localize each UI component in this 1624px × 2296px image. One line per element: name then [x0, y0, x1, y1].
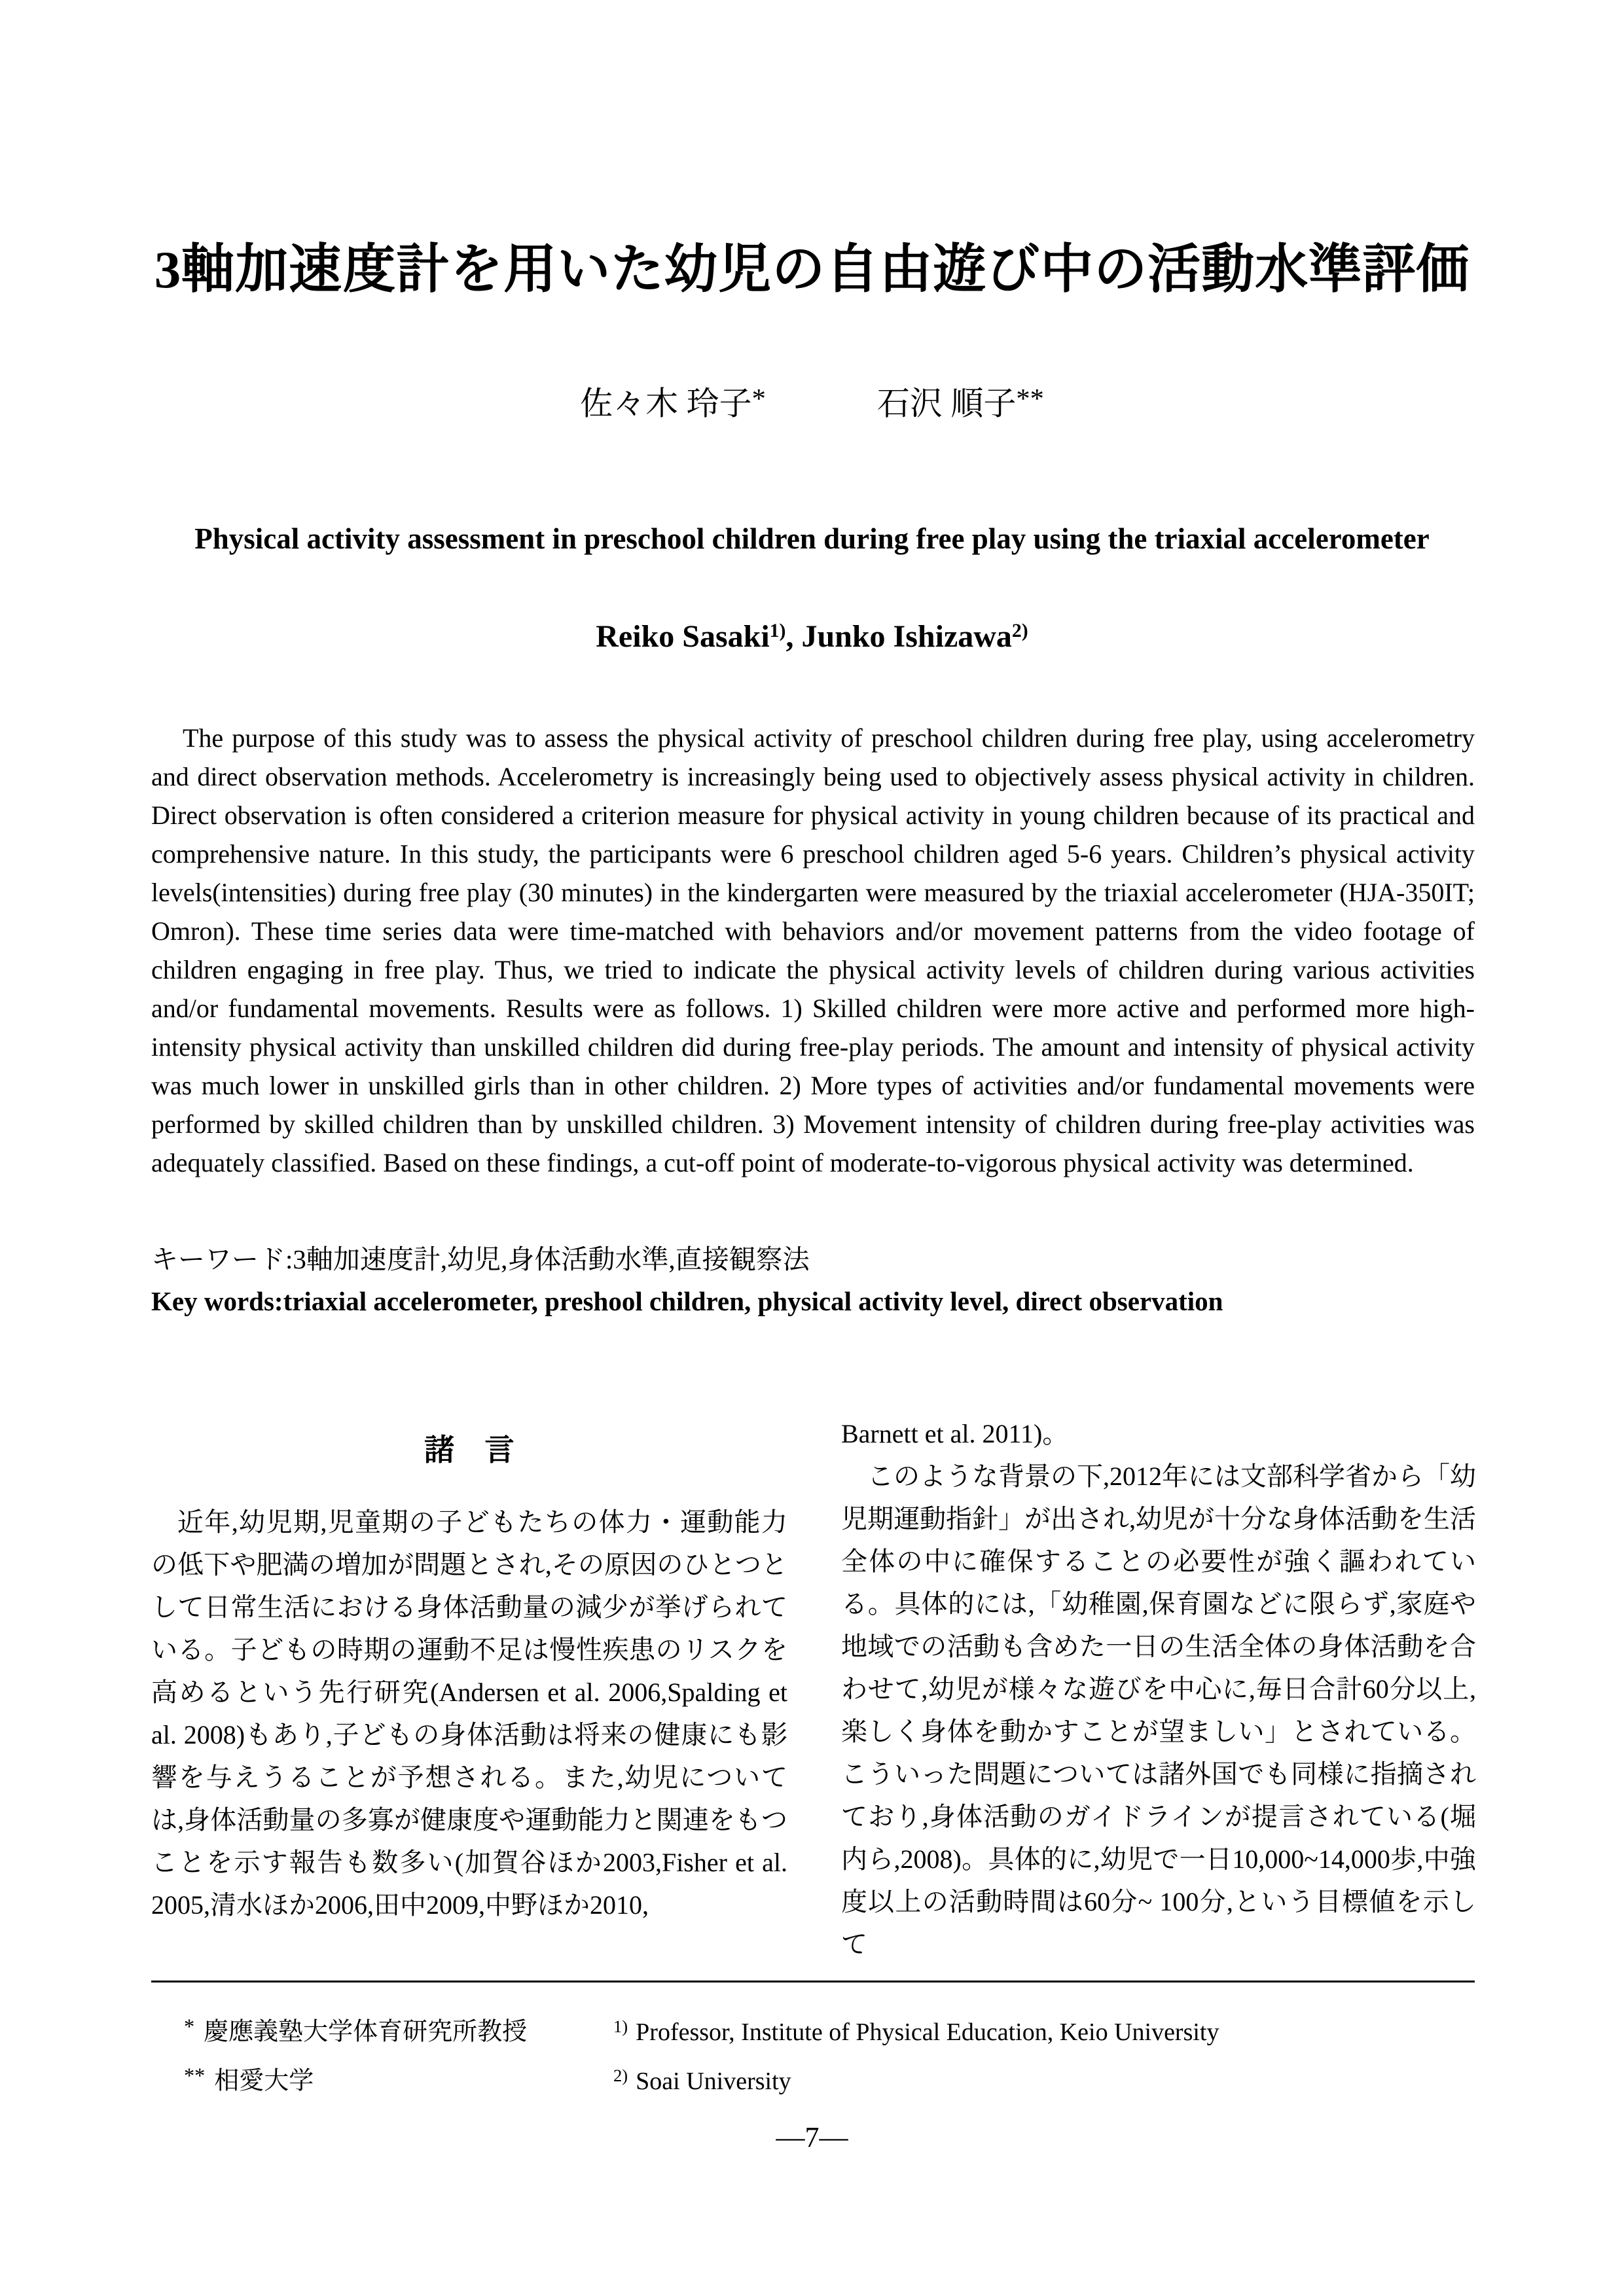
author-japanese-2 — [877, 382, 1044, 423]
footnote-affiliation-jp-1 — [184, 2005, 613, 2054]
paper-title-japanese: 3軸加速度計を用いた幼児の自由遊び中の活動水準評価 — [154, 240, 1470, 299]
author-affiliation-mark: * — [751, 384, 766, 414]
body-right-column — [841, 1412, 1476, 1965]
author-separator: , — [785, 619, 802, 654]
authors-english — [0, 618, 1624, 656]
author-name: 佐々木 玲子 — [580, 385, 752, 422]
author-name: Junko Ishizawa — [801, 619, 1012, 654]
right-column-paragraph: このような背景の下,2012年には文部科学省から「幼児期運動指針」が出され,幼児が十分な身体活動を生活全体の中に確保することの必要性が強く謳われている。具体的には,「幼稚園,保育園などに限らず,家庭や地域での活動も含めた一日の生活全体の身体活動を合わせて,幼児が様々な遊びを中心に,毎日合計60分以上,楽しく身体を動かすことが望ましい」とされている。こういった問題については諸外国でも同様に指摘されており,身体活動のガイドラインが提言されている(堀内ら,2008)。具体的に,幼児で一日10,000~14,000歩,中強度以上の活動時間は60分~ 100分,という目標値を示して — [841, 1462, 1476, 1959]
abstract-paragraph: The purpose of this study was to assess the physical activity of preschool children during free play, using accelerometry and direct observation methods. Accelerometry is increasingly being used to objectively assess physical activity in children. Direct observation is often considered a criterion measure for physical activity in young children because of its practical and comprehensive nature. In this study, the participants were 6 preschool children aged 5-6 years. Children’s physical activity levels(intensities) during free play (30 minutes) in the kindergarten were measured by the triaxial accelerometer (HJA-350IT; Omron). These time series data were time-matched with behaviors and/or movement patterns from the video footage of children engaging in free play. Thus, we tried to indicate the physical activity levels of children during various activities and/or fundamental movements. Results were as follows. 1) Skilled children were more active and performed more high-intensity physical activity than unskilled children did during free-play periods. The amount and intensity of physical activity was much lower in unskilled girls than in other children. 2) More types of activities and/or fundamental movements were performed by skilled children than by unskilled children. 3) Movement intensity of children during free-play activities was adequately classified. Based on these findings, a cut-off point of moderate-to-vigorous physical activity was determined. — [151, 723, 1475, 1177]
keywords-english-label: Key words: — [151, 1286, 283, 1316]
footnote-affiliation-en-1 — [613, 2005, 1475, 2054]
footnote-mark: ** — [184, 2063, 206, 2087]
footnote-divider — [151, 1981, 1475, 1982]
footnote-mark: 1) — [613, 2017, 628, 2036]
footnote-text: 相愛大学 — [214, 2067, 314, 2095]
footnote-mark: 2) — [613, 2065, 628, 2085]
footnote-affiliation-en-2 — [613, 2054, 1475, 2103]
author-affiliation-mark: 2) — [1011, 620, 1028, 642]
author-english-2 — [801, 619, 1028, 654]
author-affiliation-mark: 1) — [769, 620, 786, 642]
footnote-text: Professor, Institute of Physical Education, Keio University — [636, 2018, 1219, 2046]
author-japanese-1 — [580, 382, 766, 423]
author-english-1 — [596, 619, 785, 654]
footnotes-japanese — [151, 2005, 613, 2103]
footnote-text: 慶應義塾大学体育研究所教授 — [204, 2018, 528, 2046]
paper-title-english: Physical activity assessment in preschool children during free play using the triaxial accelerometer — [194, 522, 1430, 555]
section-heading-introduction: 諸 言 — [424, 1433, 514, 1467]
page-number: —7— — [776, 2121, 848, 2153]
author-name: Reiko Sasaki — [596, 619, 770, 654]
footnote-mark: * — [184, 2015, 195, 2038]
authors-japanese — [0, 382, 1624, 423]
footnote-text: Soai University — [636, 2067, 791, 2095]
keywords-japanese: キーワード:3軸加速度計,幼児,身体活動水準,直接観察法 — [151, 1244, 810, 1274]
body-left-column — [151, 1412, 787, 1926]
left-column-paragraph: 近年,幼児期,児童期の子どもたちの体力・運動能力の低下や肥満の増加が問題とされ,その原因のひとつとして日常生活における身体活動量の減少が挙げられている。子どもの時期の運動不足は慢性疾患のリスクを高めるという先行研究(Andersen et al. 2006,Spalding et al. 2008)もあり,子どもの身体活動は将来の健康にも影響を与えうることが予想される。また,幼児については,身体活動量の多寡が健康度や運動能力と関連をもつことを示す報告も数多い(加賀谷ほか2003,Fisher et al. 2005,清水ほか2006,田中2009,中野ほか2010, — [151, 1507, 787, 1920]
footnotes-english — [613, 2005, 1475, 2103]
footnotes — [151, 2005, 1475, 2103]
author-affiliation-mark: ** — [1016, 384, 1044, 414]
keywords-english-list: triaxial accelerometer, preshool children, physical activity level, direct observation — [283, 1286, 1223, 1316]
right-column-continuation: Barnett et al. 2011)。 — [841, 1419, 1069, 1448]
keywords-english — [151, 1284, 1475, 1319]
author-name: 石沢 順子 — [876, 385, 1017, 422]
footnote-affiliation-jp-2 — [184, 2054, 613, 2103]
